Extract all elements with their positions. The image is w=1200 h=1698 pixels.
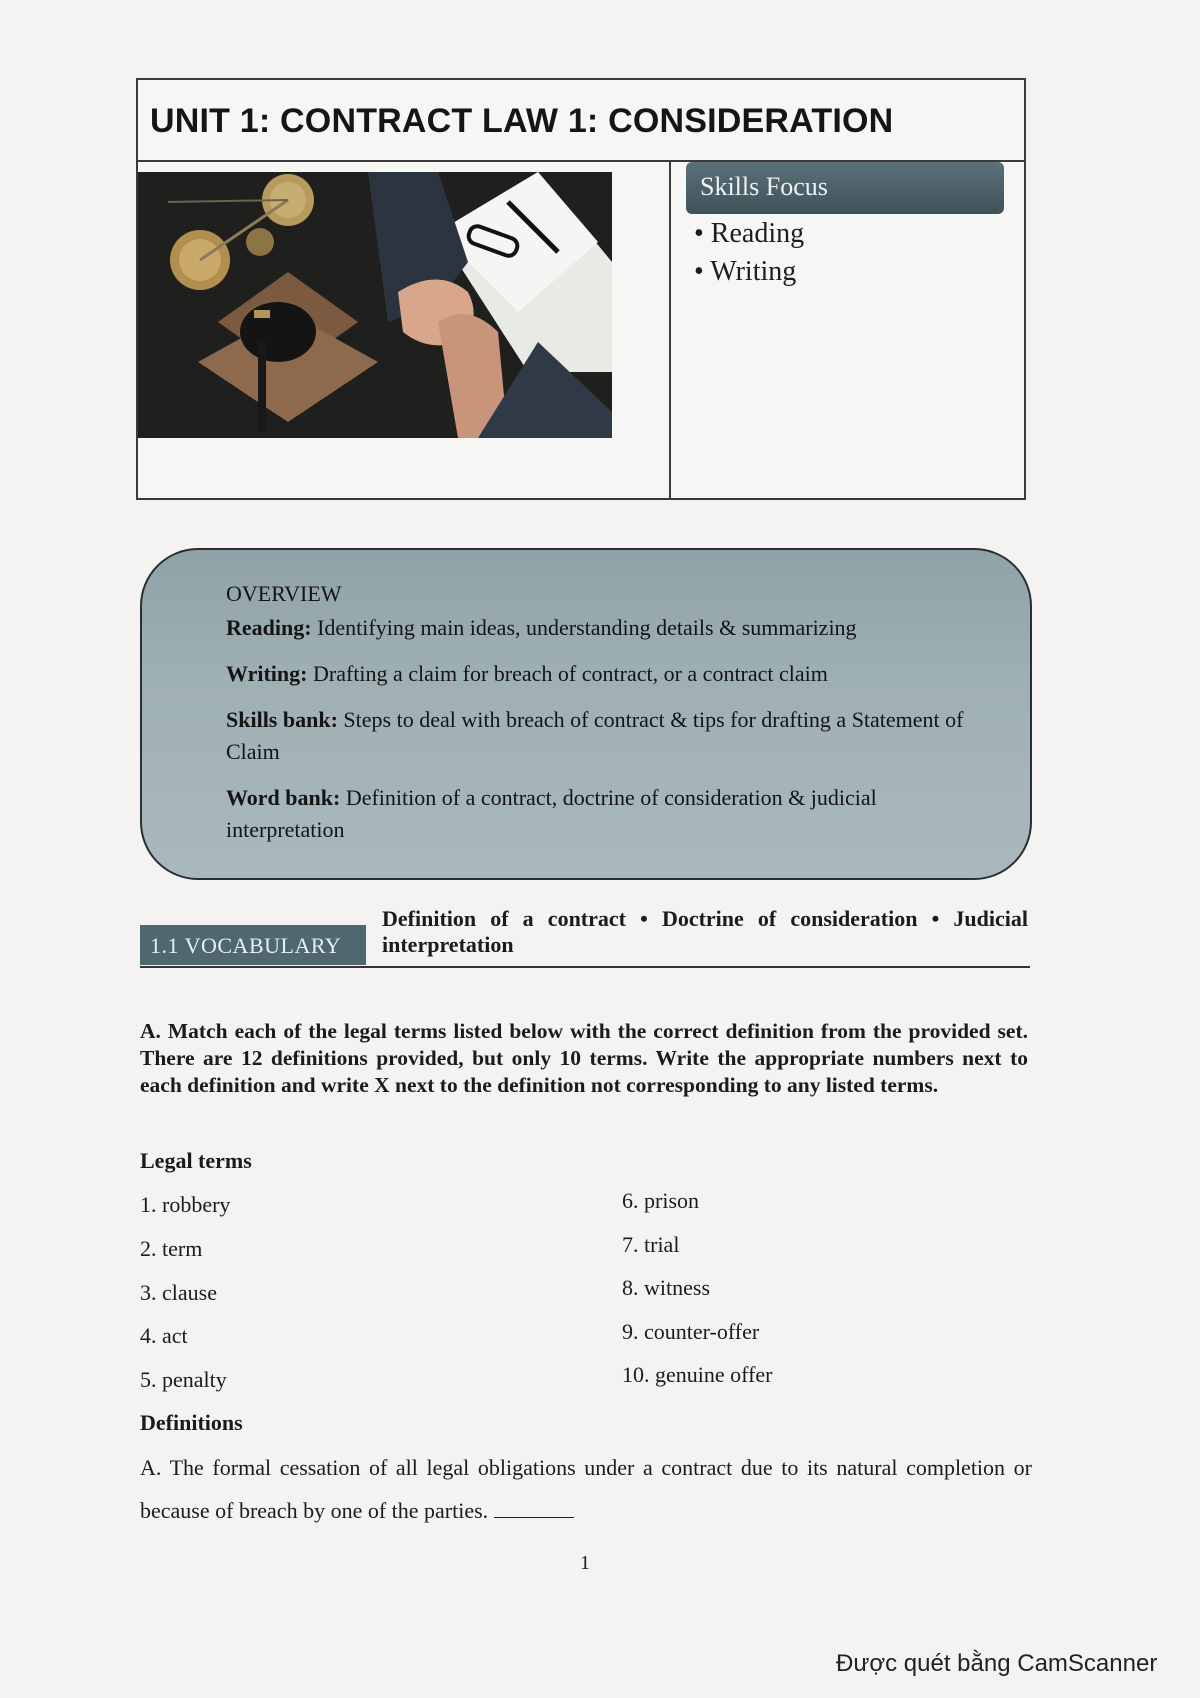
skills-item-writing: • Writing (694, 256, 797, 287)
term-item: 5. penalty (140, 1367, 227, 1392)
legal-terms-heading: Legal terms (140, 1148, 252, 1173)
definition-a: A. The formal cessation of all legal obligations under a contract due to its natural completion or because of breach by one of the parties. (140, 1455, 1032, 1523)
section-divider (140, 966, 1030, 968)
column-divider (669, 162, 671, 500)
skills-item-reading: • Reading (694, 218, 805, 249)
overview-writing: Writing: Drafting a claim for breach of contract, or a contract claim (226, 661, 828, 686)
overview-word-bank: Word bank: Definition of a contract, doctrine of consideration & judicial interpretation (226, 785, 877, 842)
term-item: 8. witness (622, 1275, 710, 1300)
term-item: 3. clause (140, 1280, 217, 1305)
skills-focus-heading: Skills Focus (686, 162, 1004, 214)
term-item: 10. genuine offer (622, 1362, 773, 1387)
skills-focus-list (694, 218, 804, 294)
overview-panel (140, 548, 1032, 880)
handshake-photo (138, 172, 612, 438)
answer-blank[interactable] (494, 1499, 574, 1518)
term-item: 1. robbery (140, 1192, 231, 1217)
handshake-illustration (138, 172, 612, 438)
unit-header-box (136, 78, 1026, 500)
unit-title: UNIT 1: CONTRACT LAW 1: CONSIDERATION (138, 80, 1024, 162)
exercise-instruction: A. Match each of the legal terms listed below with the correct definition from the provided set. There are 12 definitions provided, but only 10 terms. Write the appropriate numbers next to each definition and write X next to the definition not corresponding to any listed terms. (140, 1019, 1028, 1097)
vocabulary-topics: Definition of a contract • Doctrine of consideration • Judicial interpretation (382, 906, 1028, 957)
overview-reading: Reading: Identifying main ideas, understanding details & summarizing (226, 615, 857, 640)
definitions-heading: Definitions (140, 1410, 243, 1435)
term-item: 9. counter-offer (622, 1319, 760, 1344)
overview-title: OVERVIEW (226, 581, 342, 606)
term-item: 7. trial (622, 1232, 680, 1257)
term-item: 2. term (140, 1236, 203, 1261)
overview-skills-bank: Skills bank: Steps to deal with breach of contract & tips for drafting a Statement of Claim (226, 707, 964, 764)
term-item: 4. act (140, 1323, 188, 1348)
page-number: 1 (580, 1552, 590, 1574)
vocabulary-badge: 1.1 VOCABULARY (140, 925, 366, 965)
scanner-watermark: Được quét bằng CamScanner (836, 1650, 1158, 1677)
term-item: 6. prison (622, 1188, 699, 1213)
